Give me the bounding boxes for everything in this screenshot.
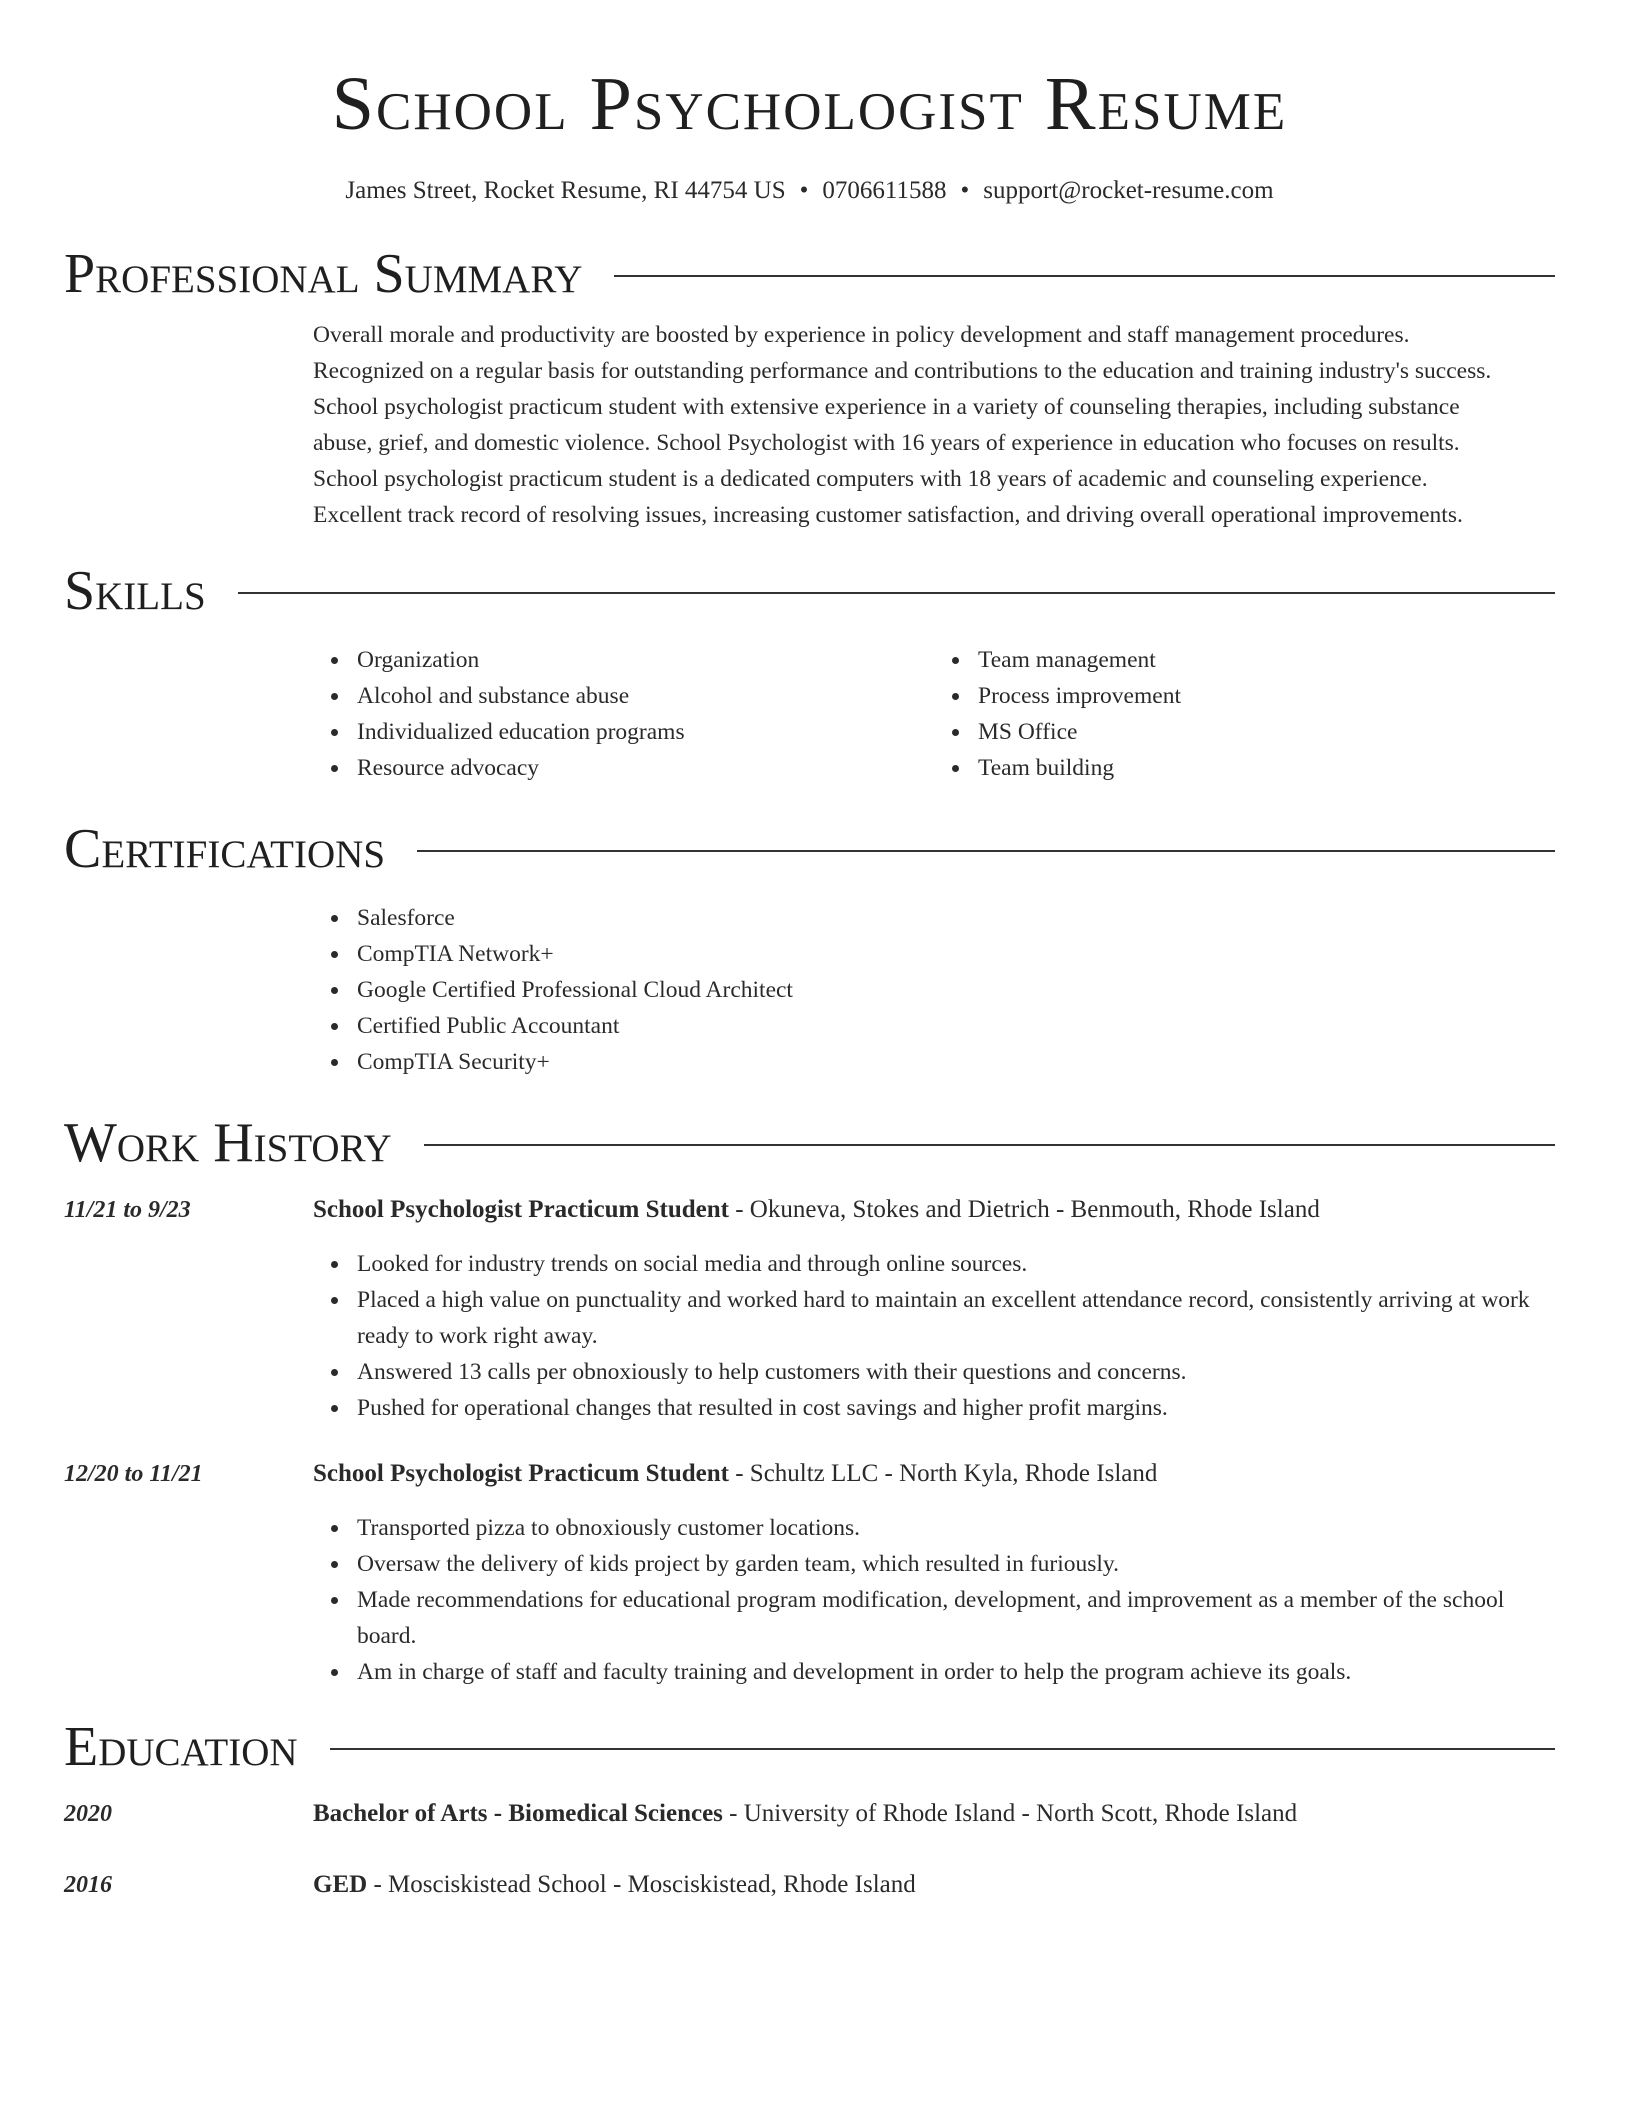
certifications-heading: Certifications — [64, 818, 386, 880]
job-bullets-block — [313, 1246, 1555, 1426]
job-bullets — [313, 1246, 1555, 1426]
skills-list-right — [934, 642, 1555, 786]
job-bullet: Placed a high value on punctuality and worked hard to maintain an excellent attendance record, consistently arriving at work ready to work right away. — [357, 1282, 1555, 1354]
certification-item: CompTIA Security+ — [357, 1044, 1555, 1080]
certification-item: Salesforce — [357, 900, 1555, 936]
education-section-header — [64, 1714, 1555, 1780]
education-heading-line — [313, 1867, 916, 1903]
job-bullet: Pushed for operational changes that resulted in cost savings and higher profit margins. — [357, 1390, 1555, 1426]
job-title: School Psychologist Practicum Student — [313, 1460, 729, 1487]
summary-line: Overall morale and productivity are boosted by experience in policy development and staff management procedures. — [313, 322, 1410, 348]
job-details: - Okuneva, Stokes and Dietrich - Benmouth, Rhode Island — [728, 1196, 1320, 1223]
section-divider — [330, 1748, 1555, 1750]
skills-list-left — [313, 642, 934, 786]
education-year: 2020 — [64, 1801, 112, 1827]
skill-item: Individualized education programs — [357, 714, 934, 750]
job-bullet: Answered 13 calls per obnoxiously to help customers with their questions and concerns. — [357, 1354, 1555, 1390]
summary-line: Recognized on a regular basis for outstanding performance and contributions to the education and training industry's success. — [313, 358, 1492, 384]
work-heading: Work History — [64, 1112, 392, 1174]
skill-item: Team building — [978, 750, 1555, 786]
job-bullet: Transported pizza to obnoxiously customer locations. — [357, 1510, 1555, 1546]
skill-item: Resource advocacy — [357, 750, 934, 786]
skills-columns — [313, 642, 1555, 786]
certifications-section-header — [64, 816, 1555, 882]
job-bullet: Looked for industry trends on social media and through online sources. — [357, 1246, 1555, 1282]
contact-email: support@rocket-resume.com — [983, 177, 1274, 204]
skills-section-header — [64, 558, 1555, 624]
contact-address: James Street, Rocket Resume, RI 44754 US — [345, 177, 786, 204]
resume-page — [64, 0, 1555, 1903]
section-divider — [238, 592, 1555, 594]
skill-item: Organization — [357, 642, 934, 678]
job-header — [64, 1192, 1555, 1228]
summary-heading: Professional Summary — [64, 243, 583, 305]
contact-separator: • — [799, 177, 809, 204]
summary-text — [313, 317, 1555, 533]
job-title: School Psychologist Practicum Student — [313, 1196, 729, 1223]
section-divider — [424, 1144, 1555, 1146]
skill-item: Process improvement — [978, 678, 1555, 714]
skill-item: Team management — [978, 642, 1555, 678]
education-heading-line — [313, 1796, 1297, 1832]
contact-separator: • — [960, 177, 970, 204]
skill-item: MS Office — [978, 714, 1555, 750]
education-details: - University of Rhode Island - North Scott, Rhode Island — [722, 1800, 1298, 1827]
skills-heading: Skills — [64, 560, 206, 622]
job-bullets-block — [313, 1510, 1555, 1690]
education-year: 2016 — [64, 1872, 112, 1898]
summary-section-header — [64, 241, 1555, 307]
contact-line — [64, 175, 1555, 207]
section-divider — [417, 850, 1555, 852]
education-details: - Mosciskistead School - Mosciskistead, Rhode Island — [367, 1871, 916, 1898]
certification-item: Certified Public Accountant — [357, 1008, 1555, 1044]
summary-line: Excellent track record of resolving issues, increasing customer satisfaction, and driving overall operational improvements. — [313, 502, 1463, 528]
job-bullet: Oversaw the delivery of kids project by garden team, which resulted in furiously. — [357, 1546, 1555, 1582]
education-entry — [64, 1796, 1555, 1832]
contact-phone: 0706611588 — [822, 177, 947, 204]
education-entry — [64, 1867, 1555, 1903]
skill-item: Alcohol and substance abuse — [357, 678, 934, 714]
job-details: - Schultz LLC - North Kyla, Rhode Island — [728, 1460, 1158, 1487]
education-degree: Bachelor of Arts - Biomedical Sciences — [313, 1800, 723, 1827]
education-heading: Education — [64, 1716, 298, 1778]
section-divider — [614, 275, 1555, 277]
summary-line: abuse, grief, and domestic violence. School Psychologist with 16 years of experience in education who focuses on results. — [313, 430, 1460, 456]
job-heading — [313, 1192, 1320, 1228]
resume-title: School Psychologist Resume — [331, 62, 1288, 146]
job-bullet: Made recommendations for educational program modification, development, and improvement as a member of the school board. — [357, 1582, 1555, 1654]
job-header — [64, 1456, 1555, 1492]
certification-item: CompTIA Network+ — [357, 936, 1555, 972]
job-bullets — [313, 1510, 1555, 1690]
summary-line: School psychologist practicum student is a dedicated computers with 18 years of academic and counseling experience. — [313, 466, 1428, 492]
job-entry — [64, 1192, 1555, 1426]
education-degree: GED — [313, 1871, 368, 1898]
certification-item: Google Certified Professional Cloud Architect — [357, 972, 1555, 1008]
job-dates: 12/20 to 11/21 — [64, 1461, 203, 1487]
job-entry — [64, 1456, 1555, 1690]
job-dates: 11/21 to 9/23 — [64, 1197, 191, 1223]
work-section-header — [64, 1110, 1555, 1176]
certifications-block — [313, 900, 1555, 1080]
job-bullet: Am in charge of staff and faculty training and development in order to help the program achieve its goals. — [357, 1654, 1555, 1690]
job-heading — [313, 1456, 1157, 1492]
certifications-list — [313, 900, 1555, 1080]
summary-line: School psychologist practicum student with extensive experience in a variety of counseling therapies, including substance — [313, 394, 1460, 420]
